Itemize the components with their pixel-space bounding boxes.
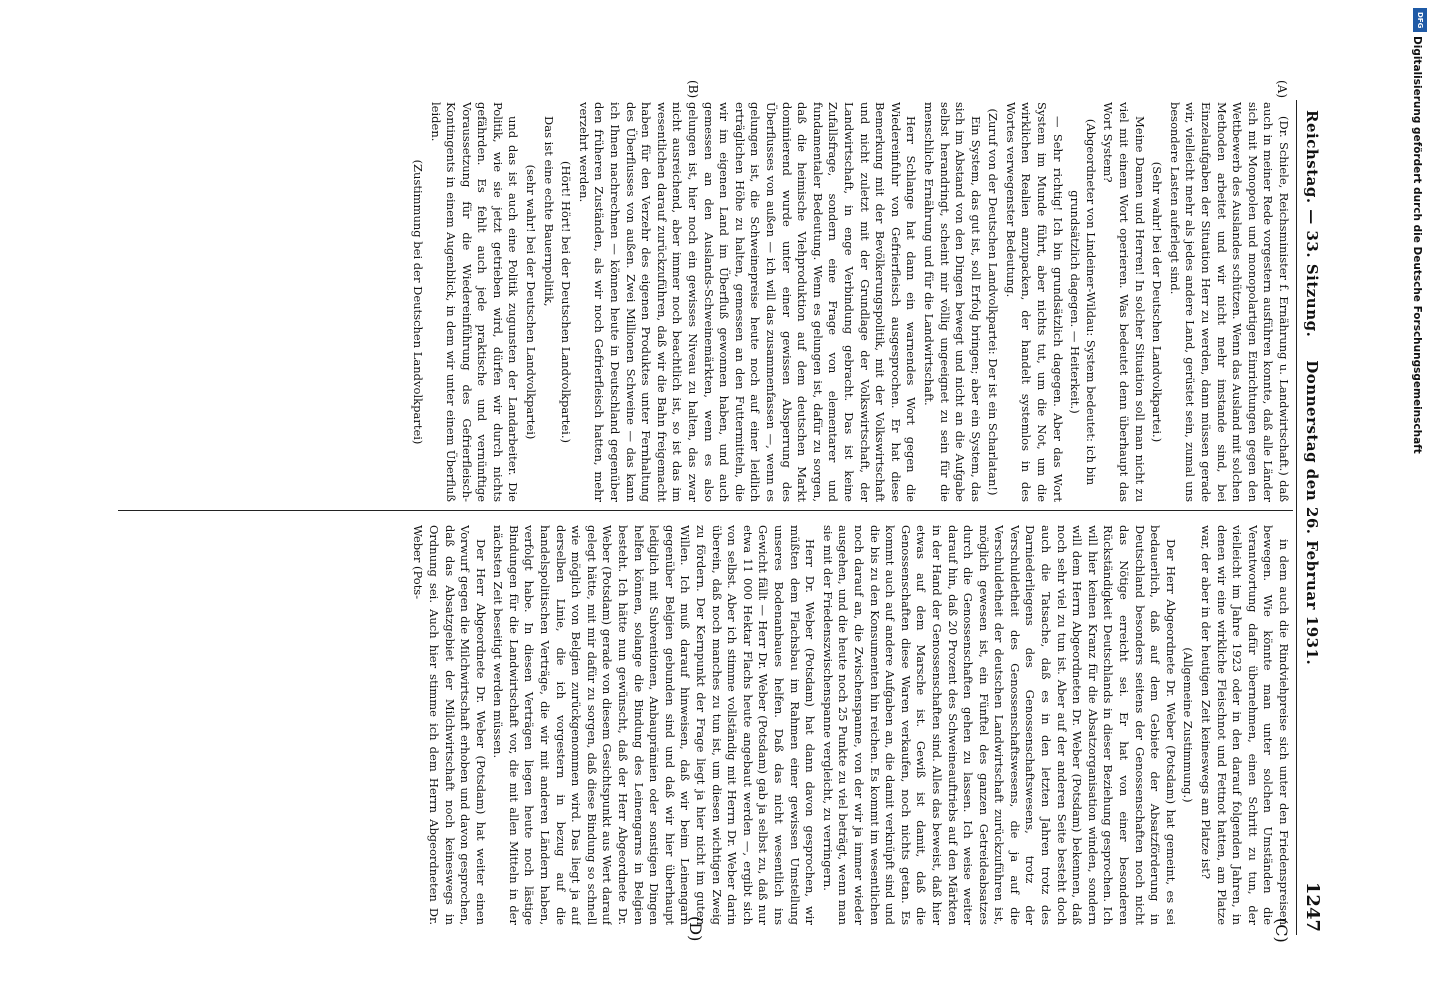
right-column <box>121 525 1291 925</box>
paragraph: Das ist eine echte Bauernpolitik, <box>541 116 556 307</box>
paragraph: Der Herr Abgeordnete Dr. Weber (Potsdam) hat gemeint, es sei bedauerlich, daß auf dem Gebiete der Absatzförderung in Deutschland besonders seitens der Genossenschaften noch nicht das Nötige erreicht sei. Er hat von einer besonderen Rückständigkeit Deutschlands in dieser Beziehung gesprochen. Ich will hier keinen Kranz für die Absatzorganisation winden, sondern will dem Herrn Abgeordneten Dr. Weber (Potsdam) bekennen, daß noch sehr viel zu tun ist. Aber auf der anderen Seite besteht doch auch die Tatsache, daß es in den letzten Jahren trotz des Darniederliegens des Genossenschaftswesens, trotz der Verschuldetheit des Genossenschaftswesens, die ja auf die Verschuldetheit der deutschen Landwirtschaft zurückzuführen ist, möglich gewesen ist, ein Fünftel des ganzen Getreideabsatzes durch die Genossenschaften gehen zu lassen. Ich weise weiter darauf hin, daß 20 Prozent des Schweineauftriebs auf den Märkten in der Hand der Genossenschaften sind. Alles das beweist, daß hier etwas auf dem Marsche ist. Gewiß ist damit, daß die Genossenschaften diese Waren verkaufen, noch nichts getan. Es kommt auch auf andere Aufgaben an, die damit verknüpft sind und die bis zu den Konsumenten hin reichen. Es kommt im wesentlichen noch darauf an, die Zwischenspanne, von der wir ja immer wieder ausgehen, und die heute noch 25 Punkte zu viel beträgt, wenn man sie mit der Friedenszwischenspanne vergleicht, zu verringern. <box>820 525 1178 925</box>
paragraph: (Zuruf von der Deutschen Landvolkpartei: Der ist ein Scharlatan!) <box>986 108 1001 496</box>
header-rule <box>1296 100 1297 935</box>
paragraph: in dem auch die Rindviehpreise sich unter den Friedenspreisen bewegen. Wie könnte man unter solchen Umständen die Verantwortung dafür übernehmen, einen Schritt zu tun, der vielleicht im Jahre 1923 oder in den darauf folgenden Jahren, in denen wir eine wirkliche Fleischnot und Fettnot hatten, am Platze war, der aber in der heutigen Zeit keineswegs am Platze ist? <box>1199 525 1291 925</box>
running-head-title: Reichstag. — 33. Sitzung. <box>1303 110 1321 338</box>
paragraph: Meine Damen und Herren! In solcher Situation soll man nicht zu viel mit einem Wort operieren. Was bedeutet denn überhaupt das Wort System? <box>1101 102 1147 502</box>
paragraph: Der Herr Abgeordnete Dr. Weber (Potsdam) hat weiter einen Vorwurf gegen die Milchwirtschaft erhoben und davon gesprochen, daß das Absatzgebiet der Milchwirtschaft noch keineswegs in Ordnung sei. Auch hier stimme ich dem Herrn Abgeordneten Dr. Weber (Pots- <box>411 525 488 925</box>
paragraph: (Zustimmung bei der Deutschen Landvolkpartei) <box>410 159 425 445</box>
margin-marker-c: (C) <box>1272 918 1291 943</box>
digitization-sidebar <box>1395 0 1434 1000</box>
paragraph: (Abgeordneter von Lindeiner-Wildau: System bedeutet: ich bin grundsätzlich dagegen. — Heiterkeit.) <box>1068 118 1098 486</box>
dfg-logo: DFG <box>1413 8 1427 32</box>
paragraph: — Sehr richtig! Ich bin grundsätzlich dagegen. Aber das Wort System im Munde führt, aber nichts tut, um die Not, um die wirklichen Realien anzupacken, der handelt systemlos in des Wortes verwegenster Bedeutung. <box>1003 102 1065 502</box>
paragraph: und das ist auch eine Politik zugunsten der Landarbeiter. Die Politik, wie sie jetzt getrieben wird, dürfen wir durch nichts gefährden. Es fehlt auch jede praktische und vernünftige Voraussetzung für die Wiedereinführung des Gefrierfleisch-Kontingents in einem Augenblick, in dem wir unter einem Überfluß leiden. <box>428 102 521 502</box>
paragraph: (Allgemeine Zustimmung.) <box>1181 647 1196 803</box>
margin-marker-a: (A) <box>1275 80 1289 99</box>
running-head <box>1303 110 1321 665</box>
running-head-date: Donnerstag den 26. Februar 1931. <box>1303 360 1321 666</box>
column-divider <box>118 510 1293 511</box>
left-column <box>121 102 1291 502</box>
paragraph: Herr Schlange hat dann ein warnendes Wort gegen die Wiedereinfuhr von Gefrierfleisch ausgesprochen. Er hat diese Bemerkung mit der Bevölkerungspolitik, mit der Volkswirtschaft und nicht zuletzt mit der Grundlage der Volkswirtschaft, der Landwirtschaft, in enge Verbindung gebracht. Das ist keine Zufallsfrage, sondern eine Frage von elementarer und fundamentaler Bedeutung. Wenn es gelungen ist, dafür zu sorgen, daß die heimische Viehproduktion auf dem deutschen Markt dominierend wurde unter einer gewissen Absperrung des Überflusses von außen — ich will das zusammenfassen —, wenn es gelungen ist, die Schweinepreise heute noch auf einer leidlich erträglichen Höhe zu halten, gemessen an den Futtermitteln, die wir im eigenen Land im Überfluß gewonnen haben, und auch gemessen an den Auslands-Schweinemärkten, wenn es also gelungen ist, hier noch ein gewisses Niveau zu halten, das zwar nicht ausreichend, aber immer noch beachtlich ist, so ist das im wesentlichen darauf zurückzuführen, daß wir die Bahn freigemacht haben für den Verzehr des eigenen Produktes unter Fernhaltung des Überflusses von außen. Zwei Millionen Schweine — das kann ich Ihnen nachrechnen — können heute in Deutschland gegenüber den früheren Zuständen, als wir noch Gefrierfleisch hatten, mehr verzehrt werden. <box>576 102 919 502</box>
paragraph: (Dr. Schiele, Reichsminister f. Ernährung u. Landwirtschaft.) daß auch in meiner Rede vorgestern ausführen konnte, daß alle Länder sich mit Monopolen und monopolartigen Einrichtungen gegen den Wettbewerb des Auslandes schützen. Wenn das Ausland mit solchen Methoden arbeitet und wir nicht mehr imstande sind, bei Einzelaufgaben der Situation Herr zu werden, dann müssen gerade wir, vielleicht mehr als jedes andere Land, gerüstet sein, zumal uns besondere Lasten auferlegt sind. <box>1167 102 1291 502</box>
page-number: 1247 <box>1302 881 1323 932</box>
paragraph: Ein System, das gut ist, soll Erfolg bringen; aber ein System, das sich im Abstand von den Dingen bewegt und nicht an die Aufgabe selbst herandringt, scheint mir völlig ungeeignet zu sein für die menschliche Ernährung und für die Landwirtschaft. <box>921 102 983 502</box>
paragraph: (sehr wahr! bei der Deutschen Landvolkpartei) <box>524 164 539 440</box>
digitization-credit: Digitalisierung gefördert durch die Deutsche Forschungsgemeinschaft <box>1411 36 1423 454</box>
paragraph: Herr Dr. Weber (Potsdam) hat dann davon gesprochen, wir müßten dem Flachsbau im Rahmen einer gewissen Umstellung unseres Bodenanbaues helfen. Daß das nicht wesentlich ins Gewicht fällt — Herr Dr. Weber (Potsdam) gab ja selbst zu, daß nur etwa 11 000 Hektar Flachs heute angebaut werden —, ergibt sich von selbst. Aber ich stimme vollständig mit Herrn Dr. Weber darin überein, daß noch manches zu tun ist, um diesen wichtigen Zweig zu fördern. Der Kernpunkt der Frage liegt ja hier nicht im guten Willen. Ich muß darauf hinweisen, daß wir beim Leinengarn gegenüber Belgien gebunden sind und daß wir hier überhaupt lediglich mit Subventionen, Anbauprämien oder sonstigen Dingen helfen können, solange die Bindung des Leinengarns in Belgien besteht. Ich hätte nun gewünscht, daß der Herr Abgeordnete Dr. Weber (Potsdam) gerade von diesem Gesichtspunkt aus Wert darauf gelegt hätte, mit mir dafür zu sorgen, daß diese Bindung so schnell wie möglich von Belgien zurückgenommen wird. Das liegt ja auf derselben Linie, die ich vorgestern in bezug auf die handelspolitischen Verträge, die wir mit anderen Ländern haben, verfolgt habe. In diesen Verträgen liegen heute noch lästige Bindungen für die Landwirtschaft vor, die mit allen Mitteln in der nächsten Zeit beseitigt werden müssen. <box>491 525 818 925</box>
page-header <box>1295 70 1325 940</box>
paragraph: (Hört! Hört! bei der Deutschen Landvolkpartei.) <box>559 161 574 443</box>
document-page <box>115 70 1325 943</box>
margin-marker-b: (B) <box>686 80 700 99</box>
margin-marker-d: (D) <box>686 916 705 942</box>
paragraph: (Sehr wahr! bei der Deutschen Landvolkpartei.) <box>1150 161 1165 443</box>
